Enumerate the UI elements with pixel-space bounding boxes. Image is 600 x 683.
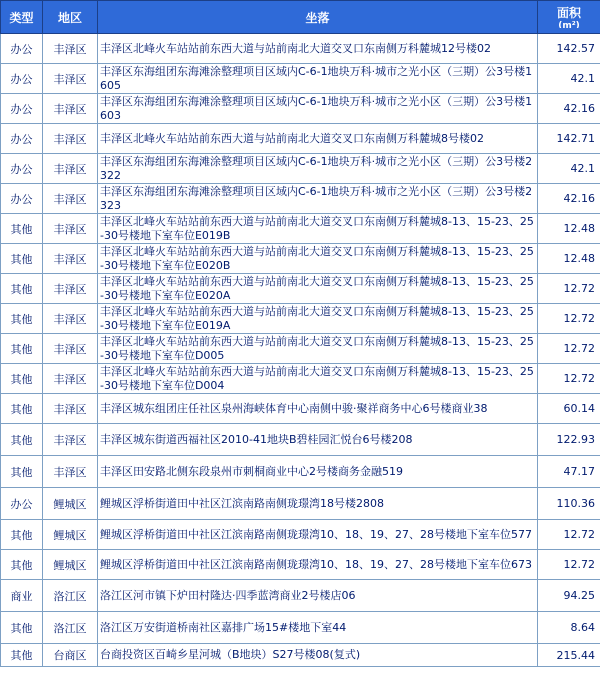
cell-location: 丰泽区北峰火车站站前东西大道与站前南北大道交叉口东南侧万科麓城8-13、15-23、25-30号楼地下室车位E019A — [98, 304, 538, 334]
cell-area: 丰泽区 — [43, 334, 98, 364]
cell-type: 其他 — [1, 424, 43, 456]
table-row — [1, 550, 600, 580]
cell-location: 丰泽区北峰火车站站前东西大道与站前南北大道交叉口东南侧万科麓城8-13、15-23、25-30号楼地下室车位D005 — [98, 334, 538, 364]
cell-location: 鲤城区浮桥街道田中社区江滨南路南侧珑璟湾10、18、19、27、28号楼地下室车位577 — [98, 520, 538, 550]
table-row — [1, 394, 600, 424]
cell-area: 丰泽区 — [43, 274, 98, 304]
cell-area: 丰泽区 — [43, 304, 98, 334]
cell-location: 丰泽区东海组团东海滩涂整理项目区域内C-6-1地块万科·城市之光小区（三期）公3号楼2322 — [98, 154, 538, 184]
table-row — [1, 644, 600, 667]
table-row — [1, 184, 600, 214]
table-row — [1, 488, 600, 520]
cell-location: 丰泽区北峰火车站站前东西大道与站前南北大道交叉口东南侧万科麓城8-13、15-23、25-30号楼地下室车位E020B — [98, 244, 538, 274]
cell-size: 12.48 — [538, 214, 600, 244]
cell-type: 其他 — [1, 612, 43, 644]
table-row — [1, 244, 600, 274]
cell-area: 洛江区 — [43, 580, 98, 612]
cell-location: 丰泽区东海组团东海滩涂整理项目区域内C-6-1地块万科·城市之光小区（三期）公3号楼1603 — [98, 94, 538, 124]
header-size-label: 面积 — [556, 5, 581, 20]
cell-size: 47.17 — [538, 456, 600, 488]
cell-size: 60.14 — [538, 394, 600, 424]
cell-area: 丰泽区 — [43, 424, 98, 456]
cell-type: 办公 — [1, 34, 43, 64]
table-row — [1, 520, 600, 550]
cell-size: 122.93 — [538, 424, 600, 456]
cell-area: 台商区 — [43, 644, 98, 667]
cell-size: 142.57 — [538, 34, 600, 64]
cell-size: 12.72 — [538, 364, 600, 394]
cell-area: 丰泽区 — [43, 94, 98, 124]
cell-location: 丰泽区北峰火车站站前东西大道与站前南北大道交叉口东南侧万科麓城12号楼02 — [98, 34, 538, 64]
table-row — [1, 304, 600, 334]
cell-size: 8.64 — [538, 612, 600, 644]
table-row — [1, 64, 600, 94]
cell-size: 215.44 — [538, 644, 600, 667]
cell-type: 办公 — [1, 64, 43, 94]
cell-size: 12.72 — [538, 550, 600, 580]
cell-type: 其他 — [1, 550, 43, 580]
cell-area: 丰泽区 — [43, 394, 98, 424]
cell-size: 12.48 — [538, 244, 600, 274]
cell-location: 丰泽区北峰火车站站前东西大道与站前南北大道交叉口东南侧万科麓城8-13、15-23、25-30号楼地下室车位E020A — [98, 274, 538, 304]
table-row — [1, 124, 600, 154]
table-row — [1, 94, 600, 124]
cell-area: 鲤城区 — [43, 488, 98, 520]
table-row — [1, 456, 600, 488]
cell-type: 办公 — [1, 124, 43, 154]
cell-type: 商业 — [1, 580, 43, 612]
cell-size: 12.72 — [538, 274, 600, 304]
cell-size: 42.16 — [538, 184, 600, 214]
table-row — [1, 34, 600, 64]
cell-type: 其他 — [1, 456, 43, 488]
cell-type: 其他 — [1, 334, 43, 364]
cell-area: 丰泽区 — [43, 124, 98, 154]
cell-area: 鲤城区 — [43, 520, 98, 550]
cell-size: 142.71 — [538, 124, 600, 154]
cell-area: 丰泽区 — [43, 456, 98, 488]
table-row — [1, 214, 600, 244]
cell-type: 其他 — [1, 304, 43, 334]
cell-type: 其他 — [1, 364, 43, 394]
table-row — [1, 154, 600, 184]
cell-location: 洛江区河市镇下炉田村隆达·四季蓝湾商业2号楼店06 — [98, 580, 538, 612]
cell-location: 丰泽区城东组团庄任社区泉州海峡体育中心南侧中骏·聚祥商务中心6号楼商业38 — [98, 394, 538, 424]
cell-type: 办公 — [1, 488, 43, 520]
cell-type: 其他 — [1, 244, 43, 274]
cell-type: 办公 — [1, 184, 43, 214]
cell-type: 其他 — [1, 214, 43, 244]
cell-area: 丰泽区 — [43, 64, 98, 94]
cell-location: 丰泽区北峰火车站站前东西大道与站前南北大道交叉口东南侧万科麓城8号楼02 — [98, 124, 538, 154]
cell-type: 其他 — [1, 394, 43, 424]
cell-size: 12.72 — [538, 334, 600, 364]
cell-area: 丰泽区 — [43, 244, 98, 274]
table-row — [1, 334, 600, 364]
table-row — [1, 612, 600, 644]
cell-type: 其他 — [1, 520, 43, 550]
cell-location: 台商投资区百崎乡星河城（B地块）S27号楼08(复式) — [98, 644, 538, 667]
cell-area: 洛江区 — [43, 612, 98, 644]
cell-area: 丰泽区 — [43, 34, 98, 64]
cell-type: 其他 — [1, 644, 43, 667]
table-row — [1, 274, 600, 304]
header-area: 地区 — [43, 1, 98, 34]
header-size — [538, 1, 600, 34]
cell-size: 42.16 — [538, 94, 600, 124]
cell-area: 丰泽区 — [43, 214, 98, 244]
cell-size: 42.1 — [538, 64, 600, 94]
cell-location: 丰泽区北峰火车站站前东西大道与站前南北大道交叉口东南侧万科麓城8-13、15-23、25-30号楼地下室车位D004 — [98, 364, 538, 394]
header-type: 类型 — [1, 1, 43, 34]
cell-location: 鲤城区浮桥街道田中社区江滨南路南侧珑璟湾10、18、19、27、28号楼地下室车位673 — [98, 550, 538, 580]
cell-location: 丰泽区田安路北侧东段泉州市刺桐商业中心2号楼商务金融519 — [98, 456, 538, 488]
table-row — [1, 580, 600, 612]
cell-location: 洛江区万安街道桥南社区嘉排广场15#楼地下室44 — [98, 612, 538, 644]
header-size-unit: (m²) — [558, 20, 580, 28]
cell-area: 鲤城区 — [43, 550, 98, 580]
cell-size: 12.72 — [538, 520, 600, 550]
cell-area: 丰泽区 — [43, 154, 98, 184]
header-location: 坐落 — [98, 1, 538, 34]
cell-size: 12.72 — [538, 304, 600, 334]
cell-area: 丰泽区 — [43, 364, 98, 394]
cell-type: 办公 — [1, 154, 43, 184]
cell-area: 丰泽区 — [43, 184, 98, 214]
table-row — [1, 364, 600, 394]
cell-location: 鲤城区浮桥街道田中社区江滨南路南侧珑璟湾18号楼2808 — [98, 488, 538, 520]
cell-type: 办公 — [1, 94, 43, 124]
cell-size: 110.36 — [538, 488, 600, 520]
header-row — [1, 1, 600, 34]
cell-type: 其他 — [1, 274, 43, 304]
cell-size: 42.1 — [538, 154, 600, 184]
cell-location: 丰泽区东海组团东海滩涂整理项目区域内C-6-1地块万科·城市之光小区（三期）公3号楼2323 — [98, 184, 538, 214]
table-row — [1, 424, 600, 456]
cell-location: 丰泽区东海组团东海滩涂整理项目区域内C-6-1地块万科·城市之光小区（三期）公3号楼1605 — [98, 64, 538, 94]
cell-size: 94.25 — [538, 580, 600, 612]
cell-location: 丰泽区城东街道西福社区2010-41地块B碧桂园汇悦台6号楼208 — [98, 424, 538, 456]
cell-location: 丰泽区北峰火车站站前东西大道与站前南北大道交叉口东南侧万科麓城8-13、15-23、25-30号楼地下室车位E019B — [98, 214, 538, 244]
